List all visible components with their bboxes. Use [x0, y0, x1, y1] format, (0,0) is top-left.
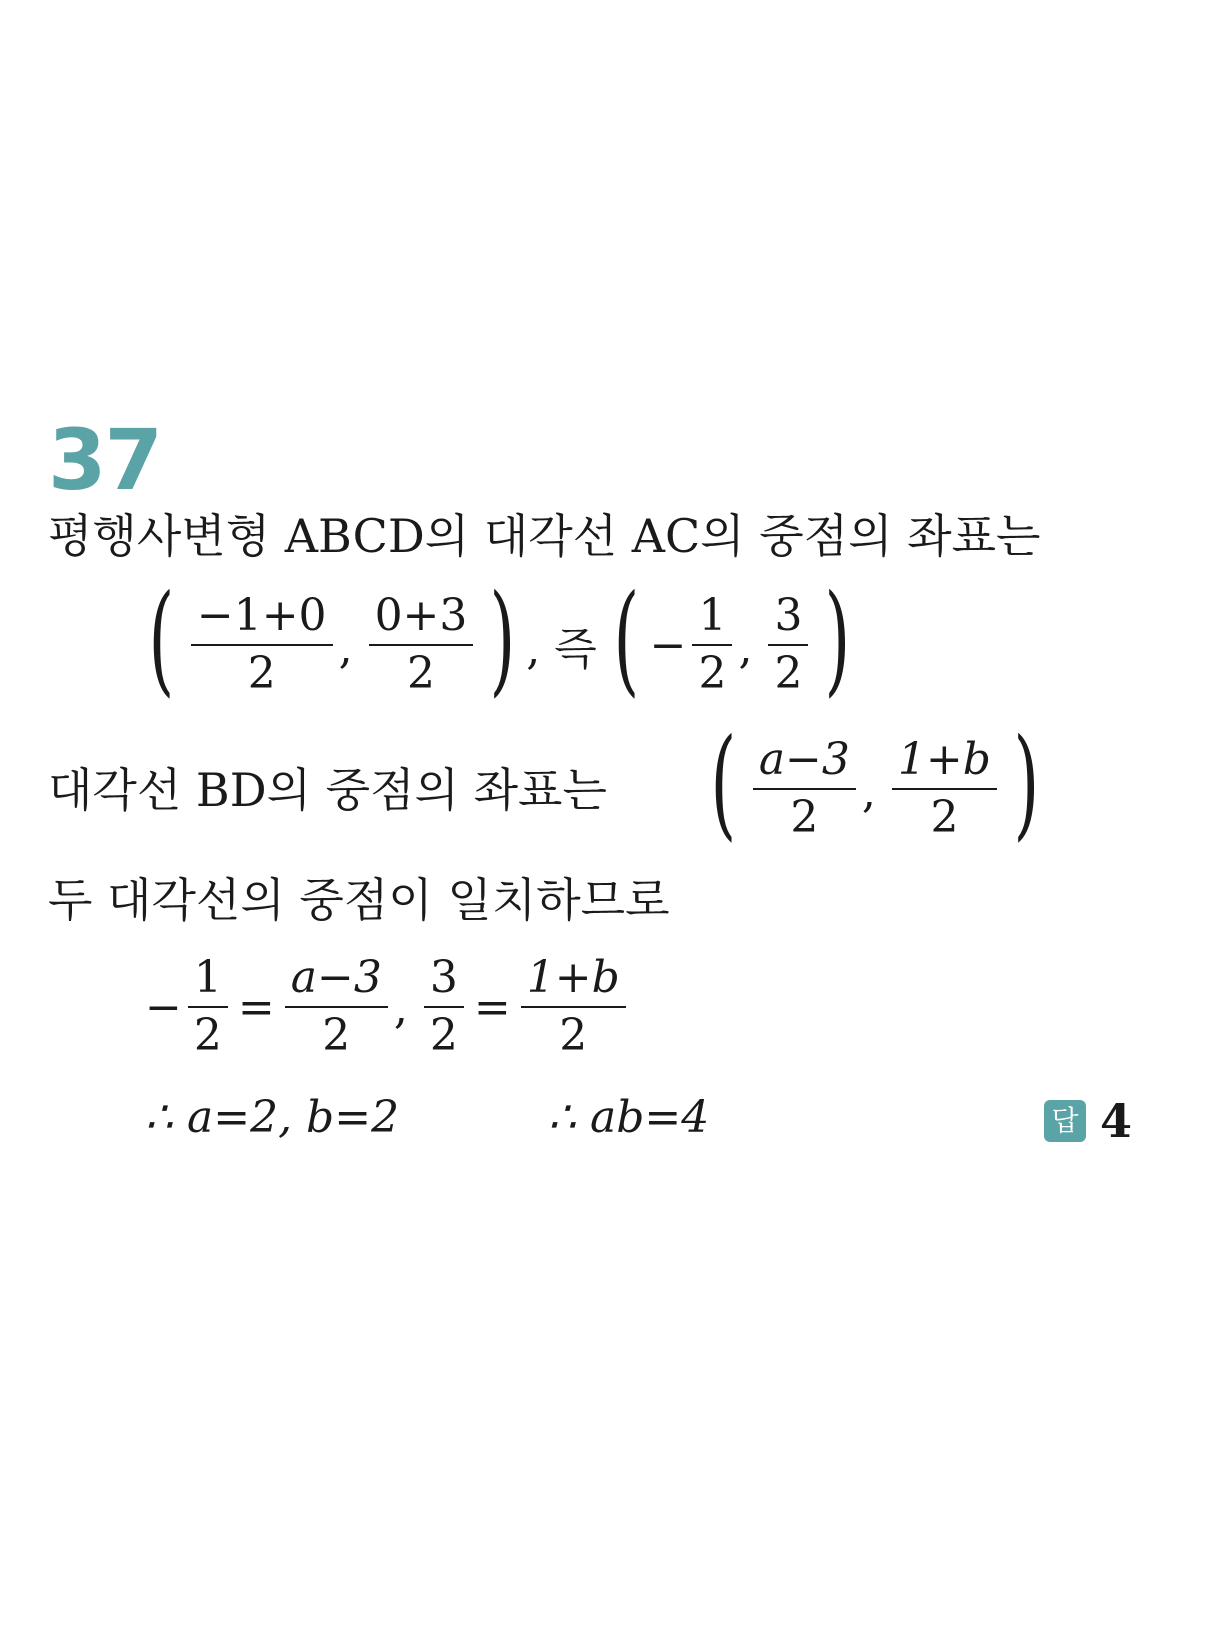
connector-text: , 즉 — [526, 624, 597, 675]
comma: , — [861, 767, 876, 818]
left-paren: ( — [613, 570, 640, 709]
numerator: 3 — [768, 592, 808, 646]
fraction — [191, 592, 333, 698]
right-paren: ) — [489, 570, 516, 709]
equals-sign: = — [237, 981, 275, 1033]
numerator: a−3 — [753, 736, 856, 790]
fraction — [753, 736, 856, 842]
numerator: 3 — [424, 954, 464, 1008]
minus-sign: − — [649, 619, 687, 671]
left-paren: ( — [710, 714, 737, 853]
fraction — [285, 954, 388, 1060]
comma: , — [738, 623, 753, 674]
fraction — [521, 954, 626, 1060]
midpoint-bd-equation — [700, 714, 1050, 853]
denominator: 2 — [774, 648, 803, 699]
numerator: 1+b — [521, 954, 626, 1008]
solution-line-3: 두 대각선의 중점이 일치하므로 — [48, 873, 670, 927]
equality-equation — [145, 954, 632, 1060]
numerator: 1 — [692, 592, 732, 646]
answer — [1044, 1094, 1132, 1148]
fraction — [424, 954, 464, 1060]
right-paren: ) — [824, 570, 851, 709]
fraction — [892, 736, 997, 842]
fraction — [369, 592, 474, 698]
denominator: 2 — [247, 648, 276, 699]
denominator: 2 — [930, 792, 959, 843]
comma: , — [393, 983, 408, 1034]
denominator: 2 — [322, 1010, 351, 1061]
answer-value: 4 — [1100, 1094, 1133, 1148]
fraction — [188, 954, 228, 1060]
numerator: 1 — [188, 954, 228, 1008]
equals-sign: = — [473, 981, 511, 1033]
numerator: 0+3 — [369, 592, 474, 646]
numerator: −1+0 — [191, 592, 333, 646]
minus-sign: − — [145, 981, 182, 1033]
result-ab: ∴ ab=4 — [548, 1092, 710, 1143]
fraction — [692, 592, 732, 698]
numerator: a−3 — [285, 954, 388, 1008]
denominator: 2 — [429, 1010, 458, 1061]
comma: , — [338, 623, 353, 674]
denominator: 2 — [193, 1010, 222, 1061]
left-paren: ( — [148, 570, 175, 709]
fraction — [768, 592, 808, 698]
denominator: 2 — [790, 792, 819, 843]
answer-badge-icon: 답 — [1044, 1100, 1086, 1142]
denominator: 2 — [406, 648, 435, 699]
solution-line-2: 대각선 BD의 중점의 좌표는 — [48, 763, 607, 817]
problem-number: 37 — [48, 411, 161, 509]
denominator: 2 — [698, 648, 727, 699]
numerator: 1+b — [892, 736, 997, 790]
midpoint-ac-equation — [138, 570, 861, 709]
denominator: 2 — [559, 1010, 588, 1061]
solution-line-1: 평행사변형 ABCD의 대각선 AC의 중점의 좌표는 — [48, 509, 1041, 563]
right-paren: ) — [1013, 714, 1040, 853]
result-a-b: ∴ a=2, b=2 — [145, 1092, 400, 1143]
